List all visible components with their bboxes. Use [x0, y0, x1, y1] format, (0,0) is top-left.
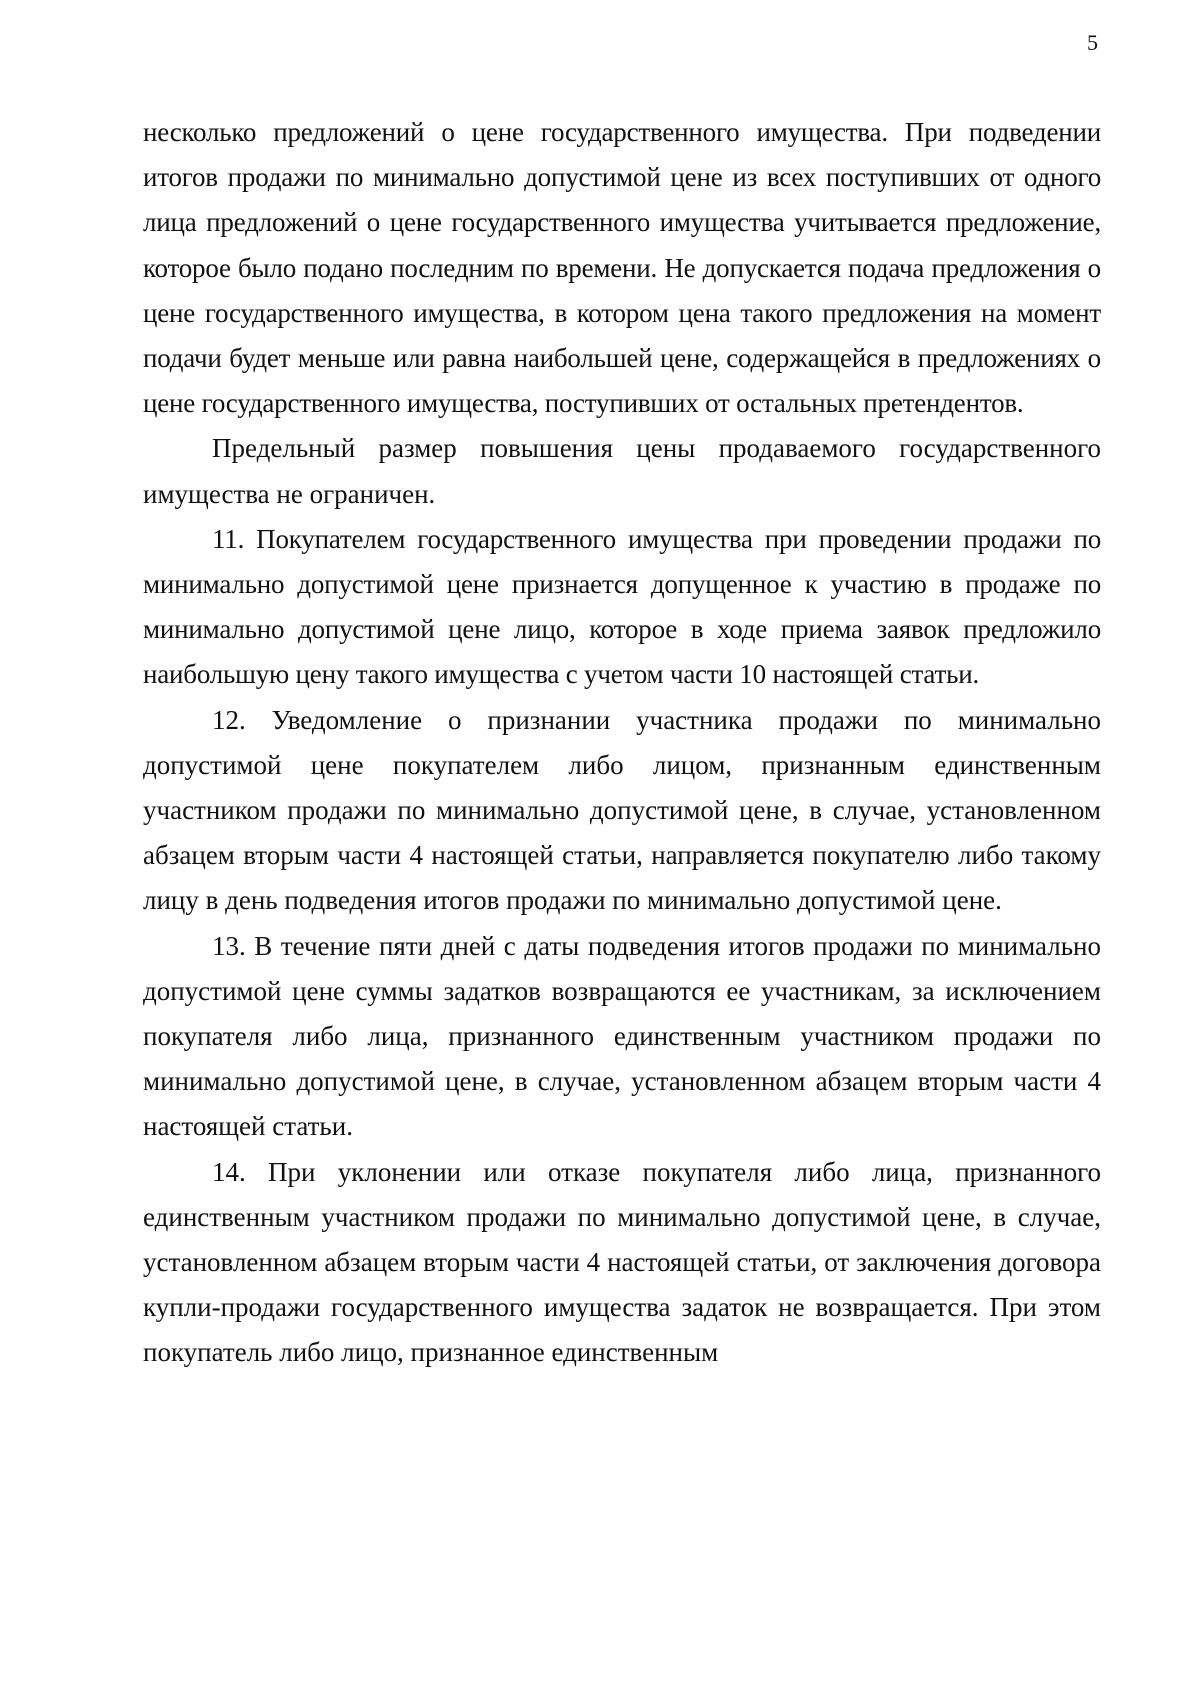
- paragraph-11: 11. Покупателем государственного имущества при проведении продажи по минимально допустимой цене признается допущенное к участию в продаже по минимально допустимой цене лицо, которое в ходе приема заявок предложило наибольшую цену такого имущества с учетом части 10 настоящей статьи.: [143, 523, 1101, 690]
- paragraph-continuation: несколько предложений о цене государственного имущества. При подведении итогов продажи по минимально допустимой цене из всех поступивших от одного лица предложений о цене государственного имущества учитывается предложение, которое было подано последним по времени. Не допускается подача предложения о цене государственного имущества, в котором цена такого предложения на момент подачи будет меньше или равна наибольшей цене, содержащейся в предложениях о цене государственного имущества, поступивших от остальных претендентов.: [143, 117, 1101, 419]
- paragraph-13: 13. В течение пяти дней с даты подведения итогов продажи по минимально допустимой цене суммы задатков возвращаются ее участникам, за исключением покупателя либо лица, признанного единственным участником продажи по минимально допустимой цене, в случае, установленном абзацем вторым части 4 настоящей статьи.: [143, 930, 1101, 1142]
- paragraph-12: 12. Уведомление о признании участника продажи по минимально допустимой цене покупателем либо лицом, признанным единственным участником продажи по минимально допустимой цене, в случае, установленном абзацем вторым части 4 настоящей статьи, направляется покупателю либо такому лицу в день подведения итогов продажи по минимально допустимой цене.: [143, 704, 1101, 916]
- paragraph-14: 14. При уклонении или отказе покупателя либо лица, признанного единственным участником продажи по минимально допустимой цене, в случае, установленном абзацем вторым части 4 настоящей статьи, от заключения договора купли-продажи государственного имущества задаток не возвращается. При этом покупатель либо лицо, признанное единственным: [143, 1156, 1101, 1368]
- document-body: [143, 110, 1101, 1376]
- page-number: 5: [1087, 30, 1098, 55]
- paragraph-price-increase: Предельный размер повышения цены продаваемого государственного имущества не ограничен.: [143, 433, 1101, 509]
